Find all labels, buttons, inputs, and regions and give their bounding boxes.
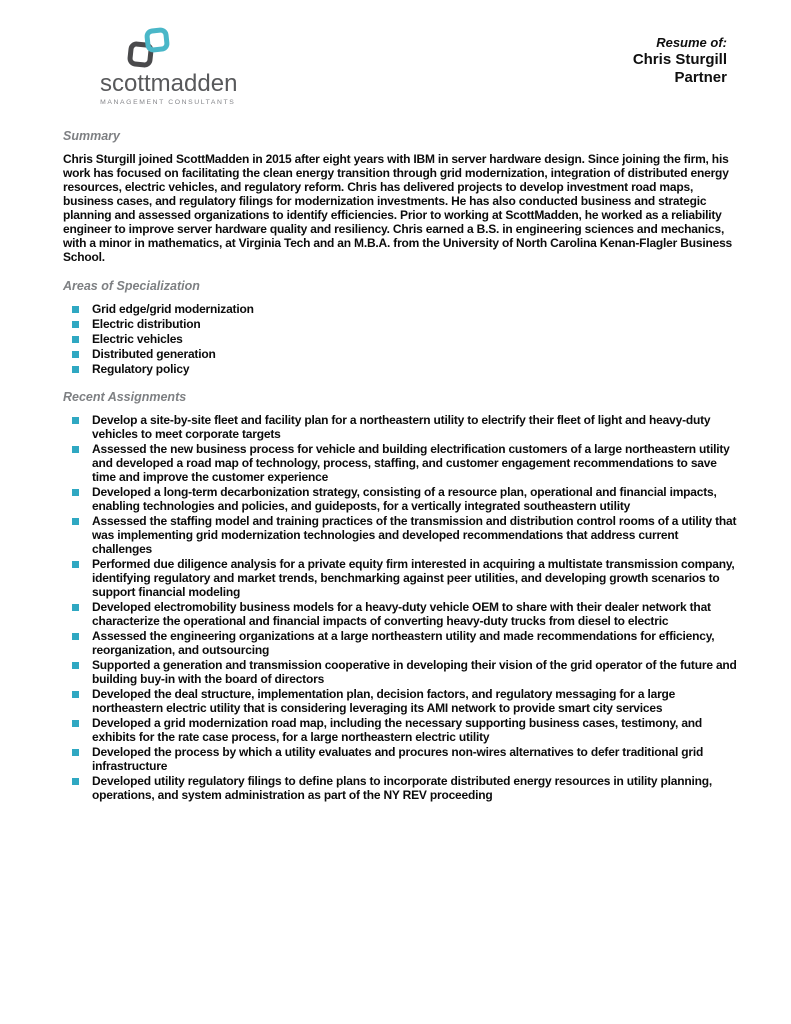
list-item-text: Performed due diligence analysis for a private equity firm interested in acquiring a multistate transmission company, identifying regulatory and market trends, benchmarking against peer utilities, and developing growth scenarios to support financial modeling [92, 557, 735, 599]
list-item [63, 317, 740, 331]
bullet-square-icon [72, 662, 79, 669]
list-item [63, 485, 740, 513]
list-item-text: Assessed the new business process for vehicle and building electrification customers of a large northeastern utility and developed a road map of technology, process, staffing, and customer engagement recommendations to save time and improve the customer experience [92, 442, 730, 484]
list-item [63, 332, 740, 346]
list-item-text: Developed a long-term decarbonization strategy, consisting of a resource plan, operational and financial impacts, enabling technologies and policies, and guideposts, for a vertically integrated southeastern utility [92, 485, 717, 513]
section-heading-assignments: Recent Assignments [63, 390, 187, 404]
list-item [63, 687, 740, 715]
summary-paragraph: Chris Sturgill joined ScottMadden in 2015 after eight years with IBM in server hardware design. Since joining the firm, his work has focused on facilitating the clean energy transition through grid modernization, integration of distributed energy resources, electric vehicles, and regulatory reform. Chris has delivered projects to develop investment road maps, business cases, and regulatory filings for modernization investments. He has also conducted business and strategic planning and assessed organizations to identify efficiencies. Prior to working at ScottMadden, he worked as a reliability engineer to improve server hardware quality and resiliency. Chris earned a B.S. in engineering sciences and mechanics, with a minor in mathematics, at Virginia Tech and an M.B.A. from the University of North Carolina Kenan-Flagler Business School. [63, 152, 733, 264]
list-item-text: Regulatory policy [92, 362, 190, 376]
bullet-square-icon [72, 306, 79, 313]
list-item [63, 442, 740, 484]
list-item-text: Developed the deal structure, implementation plan, decision factors, and regulatory messaging for a large northeastern electric utility that is considering leveraging its AMI network to provide smart city services [92, 687, 676, 715]
bullet-square-icon [72, 417, 79, 424]
bullet-square-icon [72, 321, 79, 328]
bullet-square-icon [72, 336, 79, 343]
bullet-square-icon [72, 749, 79, 756]
list-item-text: Developed utility regulatory filings to define plans to incorporate distributed energy resources in utility planning, operations, and system administration as part of the NY REV proceeding [92, 774, 713, 802]
person-name: Chris Sturgill [632, 51, 727, 69]
list-item [63, 347, 740, 361]
bullet-square-icon [72, 633, 79, 640]
list-item-text: Assessed the engineering organizations at a large northeastern utility and made recommendations for efficiency, reorganization, and outsourcing [92, 629, 715, 657]
header [0, 0, 791, 106]
logo-tagline: MANAGEMENT CONSULTANTS [100, 99, 236, 106]
list-item [63, 716, 740, 744]
logo-squares-icon [128, 28, 172, 70]
bullet-square-icon [72, 489, 79, 496]
bullet-square-icon [72, 561, 79, 568]
resume-of-label: Resume of: [656, 35, 727, 50]
bullet-square-icon [72, 446, 79, 453]
list-item-text: Developed the process by which a utility evaluates and procures non-wires alternatives to defer traditional grid infrastructure [92, 745, 704, 773]
person-title: Partner [674, 68, 727, 86]
section-heading-summary: Summary [63, 129, 120, 143]
scottmadden-logo [100, 28, 237, 106]
list-item [63, 302, 740, 316]
list-item [63, 413, 740, 441]
bullet-square-icon [72, 518, 79, 525]
logo-brand-text: scottmadden [100, 70, 238, 97]
list-item-text: Developed electromobility business models for a heavy-duty vehicle OEM to share with their dealer network that characterize the operational and financial impacts of converting heavy-duty trucks from diesel to electric [92, 600, 711, 628]
bullet-square-icon [72, 351, 79, 358]
logo-teal-square-icon [144, 27, 170, 53]
bullet-square-icon [72, 720, 79, 727]
list-item [63, 629, 740, 657]
list-item-text: Grid edge/grid modernization [92, 302, 254, 316]
bullet-square-icon [72, 778, 79, 785]
list-item-text: Electric distribution [92, 317, 201, 331]
list-item [63, 514, 740, 556]
bullet-square-icon [72, 691, 79, 698]
list-item-text: Supported a generation and transmission cooperative in developing their vision of the grid operator of the future and building buy-in with the board of directors [92, 658, 737, 686]
section-heading-specialization: Areas of Specialization [63, 279, 200, 293]
list-item [63, 557, 740, 599]
list-item-text: Distributed generation [92, 347, 216, 361]
assignments-list [63, 413, 740, 802]
list-item-text: Assessed the staffing model and training practices of the transmission and distribution control rooms of a utility that was implementing grid modernization technologies and developed recommendations that address current challenges [92, 514, 737, 556]
bullet-square-icon [72, 604, 79, 611]
list-item [63, 600, 740, 628]
list-item [63, 774, 740, 802]
resume-of-block [633, 28, 727, 87]
bullet-square-icon [72, 366, 79, 373]
list-item-text: Developed a grid modernization road map, including the necessary supporting business cases, testimony, and exhibits for the rate case process, for a large northeastern electric utility [92, 716, 703, 744]
specialization-list [63, 302, 740, 376]
list-item-text: Develop a site-by-site fleet and facility plan for a northeastern utility to electrify their fleet of light and heavy-duty vehicles to meet corporate targets [92, 413, 711, 441]
list-item [63, 658, 740, 686]
list-item [63, 362, 740, 376]
list-item-text: Electric vehicles [92, 332, 183, 346]
list-item [63, 745, 740, 773]
resume-body [0, 129, 791, 802]
